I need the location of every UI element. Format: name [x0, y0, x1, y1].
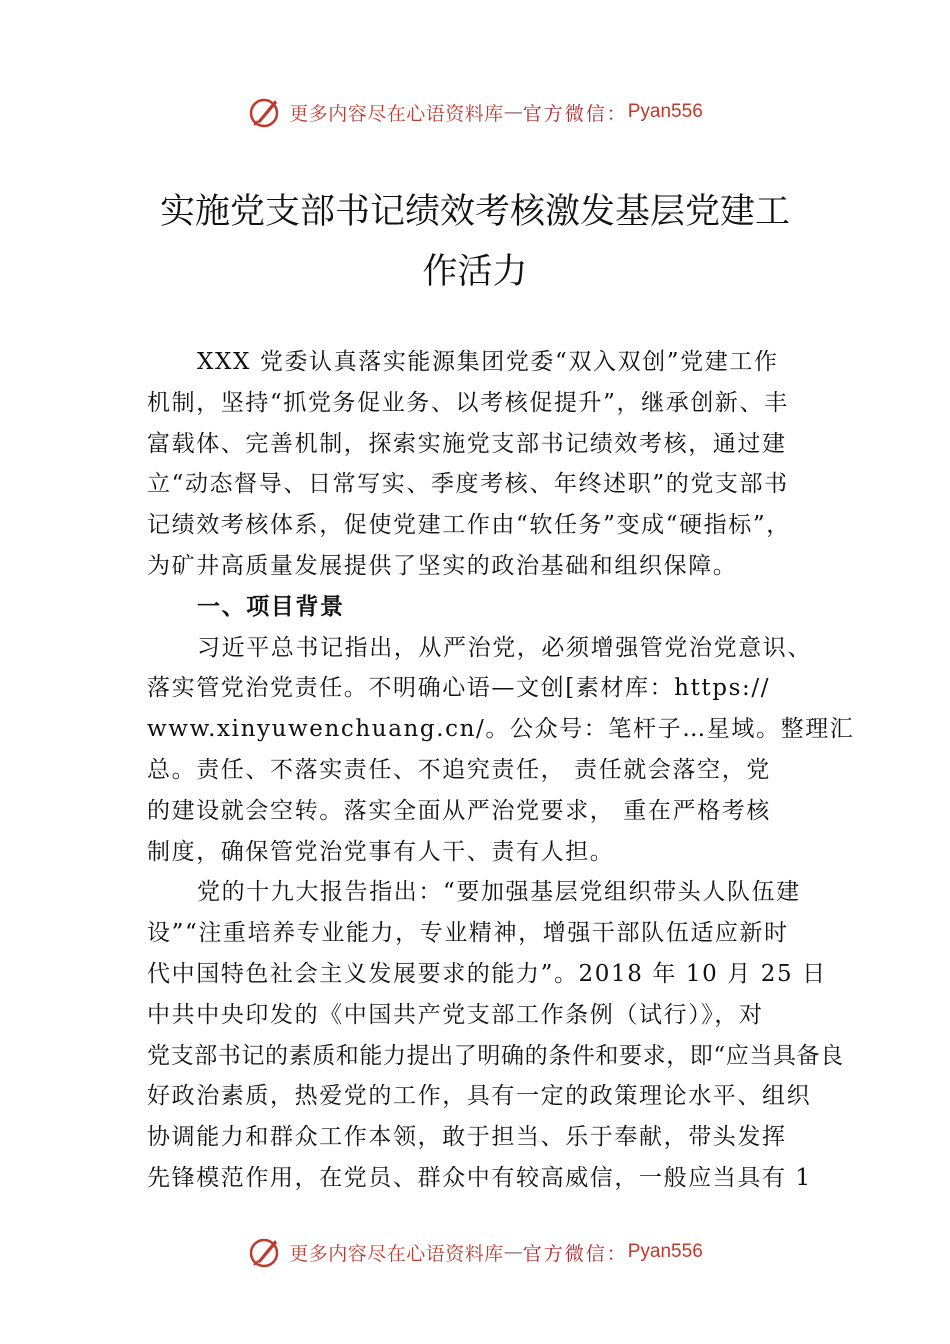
document-title — [150, 182, 800, 302]
banner-brand: 更多内容尽在心语资料库 — [289, 1242, 504, 1265]
text-line: 中共中央印发的《中国共产党支部工作条例（试行）》，对 — [147, 1001, 764, 1028]
text-line: XXX 党委认真落实能源集团党委“双入双创”党建工作 — [197, 349, 779, 375]
banner-wechat-handle: Pyan556 — [627, 101, 703, 122]
watermark-banner-top — [0, 92, 950, 132]
text-line: 习近平总书记指出，从严治党，必须增强管党治党意识、 — [197, 634, 812, 661]
title-line: 实施党支部书记绩效考核激发基层党建工 — [159, 192, 790, 232]
banner-wechat-label: 官方微信： — [522, 102, 628, 125]
paragraph-report — [147, 872, 844, 1198]
paragraph-intro — [147, 342, 821, 587]
text-line: 为矿井高质量发展提供了坚实的政治基础和组织保障。 — [147, 552, 738, 579]
banner-brand: 更多内容尽在心语资料库 — [289, 102, 504, 125]
text-line: 代中国特色社会主义发展要求的能力”。2018 年 10 月 25 日 — [147, 960, 827, 987]
banner-dash: — — [503, 101, 523, 123]
text-line: 先锋模范作用，在党员、群众中有较高威信，一般应当具有 1 — [147, 1164, 812, 1191]
text-line: 富载体、完善机制，探索实施党支部书记绩效考核，通过建 — [147, 430, 787, 457]
text-line: 机制，坚持“抓党务促业务、以考核促提升”，继承创新、丰 — [147, 389, 789, 416]
text-line: 记绩效考核体系，促使党建工作由“软任务”变成“硬指标”， — [147, 512, 791, 539]
text-line: 落实管党治党责任。不明确心语—文创[素材库：https:// — [147, 675, 771, 702]
text-line: 制度，确保管党治党事有人干、责有人担。 — [147, 838, 615, 865]
banner-wechat-handle: Pyan556 — [627, 1241, 703, 1262]
banner-wechat-label: 官方微信： — [522, 1242, 628, 1265]
watermark-banner-bottom — [0, 1232, 950, 1272]
quill-pen-logo-icon — [247, 94, 283, 130]
document-body — [147, 342, 855, 1199]
text-line: 党的十九大报告指出：“要加强基层党组织带头人队伍建 — [197, 879, 801, 906]
paragraph-background — [147, 628, 855, 873]
title-line: 作活力 — [422, 252, 528, 292]
text-line: 党支部书记的素质和能力提出了明确的条件和要求，即“应当具备良 — [147, 1042, 844, 1069]
text-line: www.xinyuwenchuang.cn/。公众号：笔杆子…星域。整理汇 — [147, 716, 855, 743]
text-line: 立“动态督导、日常写实、季度考核、年终述职”的党支部书 — [147, 471, 789, 498]
text-line: 总。责任、不落实责任、不追究责任， 责任就会落空，党 — [147, 756, 771, 783]
text-line: 协调能力和群众工作本领，敢于担当、乐于奉献，带头发挥 — [147, 1124, 787, 1151]
section-heading: 一、项目背景 — [197, 593, 345, 620]
text-line: 好政治素质，热爱党的工作，具有一定的政策理论水平、组织 — [147, 1083, 812, 1110]
text-line: 的建设就会空转。落实全面从严治党要求， 重在严格考核 — [147, 797, 771, 824]
quill-pen-logo-icon — [247, 1234, 283, 1270]
text-line: 设”“注重培养专业能力，专业精神，增强干部队伍适应新时 — [147, 920, 789, 947]
banner-dash: — — [503, 1241, 523, 1263]
